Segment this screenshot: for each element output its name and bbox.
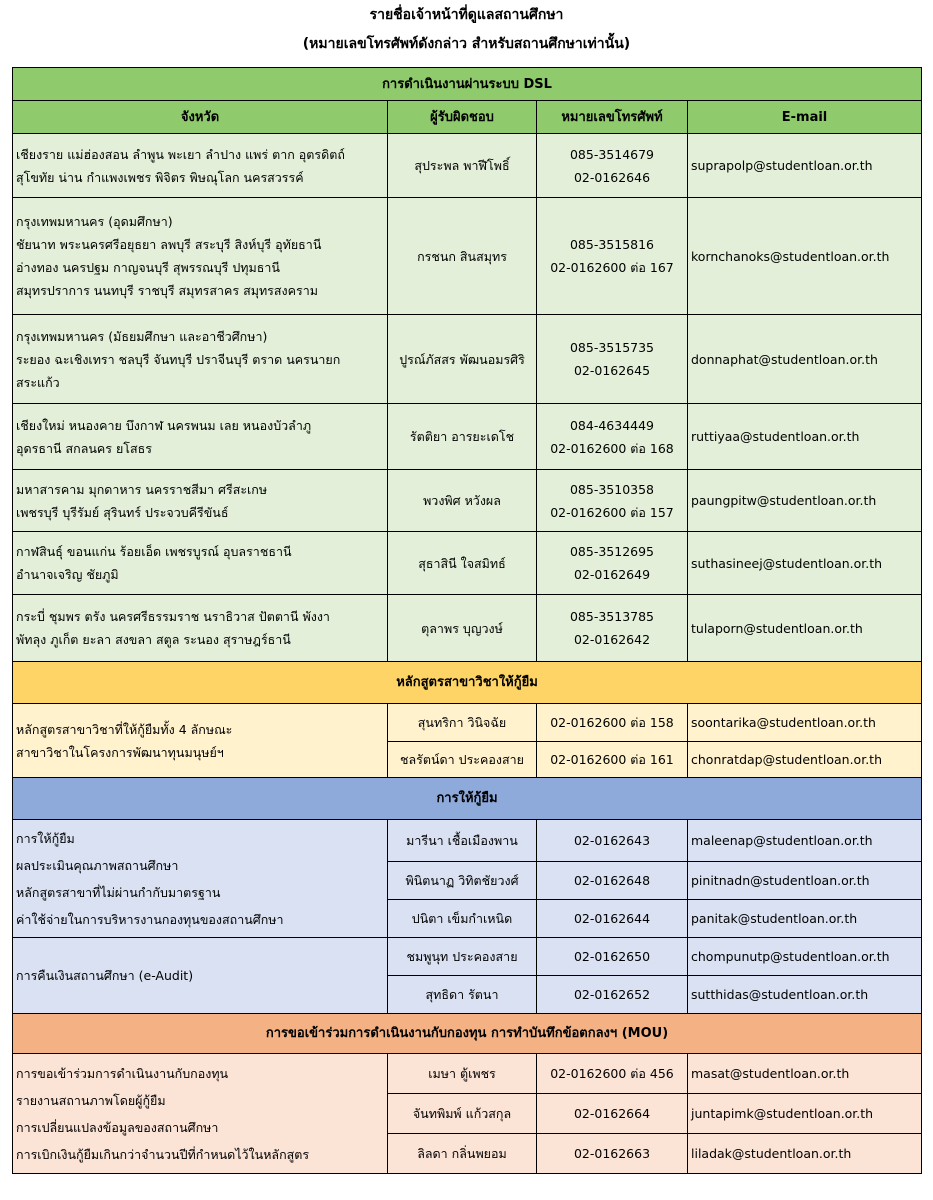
province-line: พัทลุง ภูเก็ต ยะลา สงขลา สตูล ระนอง สุราษฎร์ธานี: [16, 632, 291, 647]
table-row: [13, 704, 922, 742]
responsible-cell: สุธาสินี ใจสมิทธ์: [388, 532, 537, 595]
phone-cell: [537, 404, 688, 470]
contact-table: [12, 67, 922, 1174]
province-line: กาฬสินธุ์ ขอนแก่น ร้อยเอ็ด เพชรบูรณ์ อุบลราชธานี: [16, 544, 292, 559]
phone-line: 02-0162645: [573, 363, 651, 378]
phone-cell: [537, 532, 688, 595]
province-line: เชียงใหม่ หนองคาย บึงกาฬ นครพนม เลย หนองบัวลำภู: [16, 417, 312, 433]
responsible-cell: สุประพล พาฬีโพธิ์: [388, 134, 537, 198]
responsible-cell: พินิตนาฏ วิทิตชัยวงศ์: [388, 862, 537, 900]
topic-line: หลักสูตรสาขาที่ไม่ผ่านกำกับมาตรฐาน: [16, 884, 221, 900]
email-cell: chompunutp@studentloan.or.th: [688, 938, 922, 976]
province-line: เชียงราย แม่ฮ่องสอน ลำพูน พะเยา ลำปาง แพร่ ตาก อุตรดิตถ์: [16, 146, 345, 162]
section-header-courses: หลักสูตรสาขาวิชาให้กู้ยืม: [13, 662, 922, 704]
page-title: รายชื่อเจ้าหน้าที่ดูแลสถานศึกษา: [369, 7, 564, 23]
email-cell: juntapimk@studentloan.or.th: [688, 1094, 922, 1134]
topic-cell: การคืนเงินสถานศึกษา (e-Audit): [13, 938, 388, 1014]
phone-line: 085-3515735: [569, 340, 655, 355]
topic-line: รายงานสถานภาพโดยผู้กู้ยืม: [16, 1092, 166, 1108]
table-row: [13, 820, 922, 862]
phone-cell: 02-0162663: [537, 1134, 688, 1174]
column-header-province: จังหวัด: [13, 101, 388, 134]
table-row: [13, 198, 922, 315]
email-cell: chonratdap@studentloan.or.th: [688, 742, 922, 778]
responsible-cell: ชมพูนุท ประคองสาย: [388, 938, 537, 976]
topic-cell: [13, 1054, 388, 1174]
phone-line: 085-3512695: [569, 544, 655, 559]
province-line: ระยอง ฉะเชิงเทรา ชลบุรี จันทบุรี ปราจีนบุรี ตราด นครนายก: [16, 351, 341, 367]
table-row: [13, 595, 922, 662]
topic-cell: [13, 820, 388, 938]
email-cell: donnaphat@studentloan.or.th: [688, 315, 922, 404]
province-line: อ่างทอง นครปฐม กาญจนบุรี สุพรรณบุรี ปทุมธานี: [16, 260, 280, 275]
phone-line: 085-3513785: [569, 609, 655, 624]
phone-cell: [537, 595, 688, 662]
province-line: กรุงเทพมหานคร (มัธยมศึกษา และอาชีวศึกษา): [16, 328, 268, 344]
phone-line: 085-3514679: [569, 146, 655, 162]
responsible-cell: ลิลดา กลิ่นพยอม: [388, 1134, 537, 1174]
topic-line: การเบิกเงินกู้ยืมเกินกว่าจำนวนปีที่กำหนดไว้ในหลักสูตร: [16, 1146, 310, 1162]
email-cell: soontarika@studentloan.or.th: [688, 704, 922, 742]
phone-cell: [537, 134, 688, 198]
responsible-cell: สุทธิดา รัตนา: [388, 976, 537, 1014]
province-line: สุโขทัย น่าน กำแพงเพชร พิจิตร พิษณุโลก นครสวรรค์: [16, 169, 304, 185]
phone-cell: 02-0162600 ต่อ 161: [537, 742, 688, 778]
province-cell: [13, 470, 388, 532]
topic-line: การเปลี่ยนแปลงข้อมูลของสถานศึกษา: [16, 1119, 219, 1135]
responsible-cell: สุนทริกา วินิจฉัย: [388, 704, 537, 742]
topic-line: การให้กู้ยืม: [16, 830, 75, 846]
table-row: [13, 315, 922, 404]
phone-line: 02-0162600 ต่อ 167: [550, 260, 674, 275]
topic-line: การขอเข้าร่วมการดำเนินงานกับกองทุน: [16, 1065, 229, 1081]
province-cell: [13, 198, 388, 315]
email-cell: pinitnadn@studentloan.or.th: [688, 862, 922, 900]
phone-cell: 02-0162650: [537, 938, 688, 976]
page-subtitle: (หมายเลขโทรศัพท์ดังกล่าว สำหรับสถานศึกษาเท่านั้น): [302, 36, 631, 52]
responsible-cell: ชลรัตน์ดา ประคองสาย: [388, 742, 537, 778]
email-cell: maleenap@studentloan.or.th: [688, 820, 922, 862]
province-cell: [13, 404, 388, 470]
responsible-cell: ปูรณ์ภัสสร พัฒนอมรศิริ: [388, 315, 537, 404]
phone-cell: 02-0162652: [537, 976, 688, 1014]
province-line: อุดรธานี สกลนคร ยโสธร: [16, 440, 152, 456]
email-cell: masat@studentloan.or.th: [688, 1054, 922, 1094]
email-cell: ruttiyaa@studentloan.or.th: [688, 404, 922, 470]
responsible-cell: มารีนา เชื้อเมืองพาน: [388, 820, 537, 862]
province-cell: [13, 315, 388, 404]
phone-line: 02-0162646: [573, 169, 651, 185]
province-line: เพชรบุรี บุรีรัมย์ สุรินทร์ ประจวบคีรีขันธ์: [16, 504, 229, 520]
phone-cell: 02-0162600 ต่อ 456: [537, 1054, 688, 1094]
province-cell: [13, 532, 388, 595]
phone-cell: [537, 315, 688, 404]
table-row: [13, 938, 922, 976]
section-header-dsl: การดำเนินงานผ่านระบบ DSL: [13, 68, 922, 101]
topic-line: สาขาวิชาในโครงการพัฒนาทุนมนุษย์ฯ: [16, 744, 224, 760]
phone-cell: [537, 470, 688, 532]
email-cell: kornchanoks@studentloan.or.th: [688, 198, 922, 315]
province-line: มหาสารคาม มุกดาหาร นครราชสีมา ศรีสะเกษ: [16, 481, 268, 497]
phone-cell: [537, 198, 688, 315]
phone-line: 02-0162649: [573, 567, 651, 582]
responsible-cell: รัตติยา อารยะเดโช: [388, 404, 537, 470]
table-row: [13, 470, 922, 532]
topic-line: ค่าใช้จ่ายในการบริหารงานกองทุนของสถานศึกษา: [16, 911, 284, 927]
province-cell: [13, 134, 388, 198]
email-cell: liladak@studentloan.or.th: [688, 1134, 922, 1174]
responsible-cell: กรชนก สินสมุทร: [388, 198, 537, 315]
phone-cell: 02-0162600 ต่อ 158: [537, 704, 688, 742]
phone-line: 02-0162600 ต่อ 168: [550, 440, 674, 456]
topic-line: หลักสูตรสาขาวิชาที่ให้กู้ยืมทั้ง 4 ลักษณะ: [16, 721, 233, 737]
province-line: ชัยนาท พระนครศรีอยุธยา ลพบุรี สระบุรี สิงห์บุรี อุทัยธานี: [16, 237, 322, 252]
section-header-loans: การให้กู้ยืม: [13, 778, 922, 820]
phone-line: 085-3515816: [569, 237, 655, 252]
province-line: สมุทรปราการ นนทบุรี ราชบุรี สมุทรสาคร สมุทรสงคราม: [16, 283, 318, 298]
email-cell: sutthidas@studentloan.or.th: [688, 976, 922, 1014]
column-header-email: E-mail: [688, 101, 922, 134]
section-header-mou: การขอเข้าร่วมการดำเนินงานกับกองทุน การทำบันทึกข้อตกลงฯ (MOU): [13, 1014, 922, 1054]
column-header-phone: หมายเลขโทรศัพท์: [537, 101, 688, 134]
email-cell: suthasineej@studentloan.or.th: [688, 532, 922, 595]
column-header-responsible: ผู้รับผิดชอบ: [388, 101, 537, 134]
phone-line: 084-4634449: [569, 417, 655, 433]
table-row: [13, 532, 922, 595]
phone-cell: 02-0162644: [537, 900, 688, 938]
topic-cell: [13, 704, 388, 778]
province-line: กรุงเทพมหานคร (อุดมศึกษา): [16, 214, 173, 229]
phone-line: 02-0162600 ต่อ 157: [550, 504, 674, 520]
email-cell: tulaporn@studentloan.or.th: [688, 595, 922, 662]
table-row: [13, 404, 922, 470]
province-line: อำนาจเจริญ ชัยภูมิ: [16, 567, 119, 582]
topic-line: ผลประเมินคุณภาพสถานศึกษา: [16, 857, 179, 873]
table-row: [13, 134, 922, 198]
responsible-cell: ตุลาพร บุญวงษ์: [388, 595, 537, 662]
responsible-cell: จันทพิมพ์ แก้วสกุล: [388, 1094, 537, 1134]
phone-cell: 02-0162643: [537, 820, 688, 862]
phone-line: 02-0162642: [573, 632, 651, 647]
responsible-cell: เมษา ตู้เพชร: [388, 1054, 537, 1094]
email-cell: suprapolp@studentloan.or.th: [688, 134, 922, 198]
email-cell: paungpitw@studentloan.or.th: [688, 470, 922, 532]
email-cell: panitak@studentloan.or.th: [688, 900, 922, 938]
table-row: [13, 1054, 922, 1094]
phone-line: 085-3510358: [569, 481, 655, 497]
province-line: กระบี่ ชุมพร ตรัง นครศรีธรรมราช นราธิวาส ปัตตานี พังงา: [16, 609, 330, 624]
province-cell: [13, 595, 388, 662]
phone-cell: 02-0162664: [537, 1094, 688, 1134]
province-line: สระแก้ว: [16, 374, 60, 390]
responsible-cell: พวงพิศ หวังผล: [388, 470, 537, 532]
phone-cell: 02-0162648: [537, 862, 688, 900]
responsible-cell: ปนิตา เข็มกำเหนิด: [388, 900, 537, 938]
